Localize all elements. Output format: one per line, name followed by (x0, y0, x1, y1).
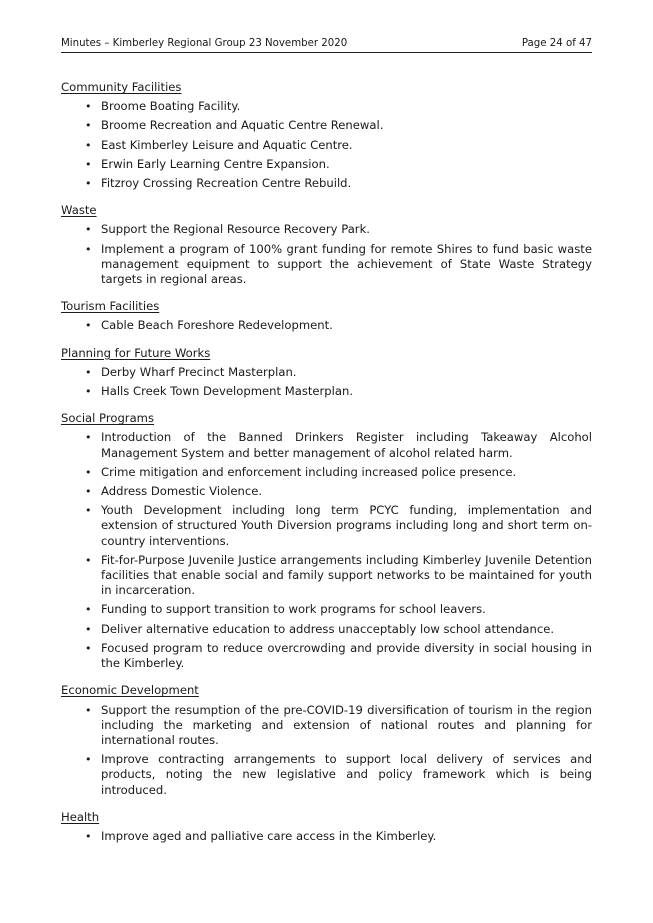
list-item: • Fit-for-Purpose Juvenile Justice arrangements including Kimberley Juvenile Detention facilities that enable social and family support networks to be maintained for youth in incarceration. (61, 553, 592, 599)
list-item: • Improve contracting arrangements to support local delivery of services and products, noting the new legislative and policy framework which is being introduced. (61, 752, 592, 798)
section-heading: Health (61, 809, 100, 824)
list-item: • Deliver alternative education to address unacceptably low school attendance. (61, 622, 592, 637)
list-item: • Fitzroy Crossing Recreation Centre Rebuild. (61, 176, 592, 191)
bullet-list (61, 222, 592, 287)
bullet-list (61, 318, 592, 333)
list-item: • Halls Creek Town Development Masterplan. (61, 384, 592, 399)
list-item: • Broome Recreation and Aquatic Centre Renewal. (61, 118, 592, 133)
list-item: • Erwin Early Learning Centre Expansion. (61, 157, 592, 172)
page-number: Page 24 of 47 (521, 38, 592, 49)
section-health (61, 810, 592, 844)
section-heading: Community Facilities (61, 80, 182, 94)
document-body (61, 80, 592, 856)
bullet-list (61, 365, 592, 399)
list-item: • Support the Regional Resource Recovery Park. (61, 222, 592, 237)
list-item: • Cable Beach Foreshore Redevelopment. (61, 318, 592, 333)
list-item: • Improve aged and palliative care access in the Kimberley. (61, 829, 592, 844)
section-heading: Waste (61, 203, 97, 218)
list-item: • East Kimberley Leisure and Aquatic Centre. (61, 138, 592, 153)
section-heading: Planning for Future Works (61, 345, 211, 360)
section-heading: Tourism Facilities (61, 299, 160, 314)
list-item: • Funding to support transition to work programs for school leavers. (61, 602, 592, 617)
section-heading: Economic Development (61, 683, 199, 698)
list-item: • Support the resumption of the pre-COVID-19 diversification of tourism in the region including the marketing and extension of national routes and planning for international routes. (61, 703, 592, 749)
bullet-list (61, 829, 592, 844)
list-item: • Focused program to reduce overcrowding and provide diversity in social housing in the Kimberley. (61, 641, 592, 671)
list-item: • Broome Boating Facility. (61, 99, 592, 114)
list-item: • Implement a program of 100% grant funding for remote Shires to fund basic waste management equipment to support the achievement of State Waste Strategy targets in regional areas. (61, 242, 592, 288)
list-item: • Address Domestic Violence. (61, 484, 592, 499)
section-community-facilities (61, 80, 592, 191)
bullet-list (61, 703, 592, 798)
section-economic-development (61, 683, 592, 797)
header-title: Minutes – Kimberley Regional Group 23 November 2020 (61, 38, 348, 49)
list-item: • Youth Development including long term PCYC funding, implementation and extension of structured Youth Diversion programs including long and short term on-country interventions. (61, 503, 592, 549)
bullet-list (61, 99, 592, 191)
list-item: • Derby Wharf Precinct Masterplan. (61, 365, 592, 380)
list-item: • Introduction of the Banned Drinkers Register including Takeaway Alcohol Management System and better management of alcohol related harm. (61, 430, 592, 460)
section-planning-future-works (61, 346, 592, 400)
section-waste (61, 203, 592, 287)
page-header (61, 37, 592, 53)
list-item: • Crime mitigation and enforcement including increased police presence. (61, 465, 592, 480)
section-tourism-facilities (61, 299, 592, 333)
bullet-list (61, 430, 592, 671)
section-heading: Social Programs (61, 411, 155, 426)
section-social-programs (61, 411, 592, 671)
